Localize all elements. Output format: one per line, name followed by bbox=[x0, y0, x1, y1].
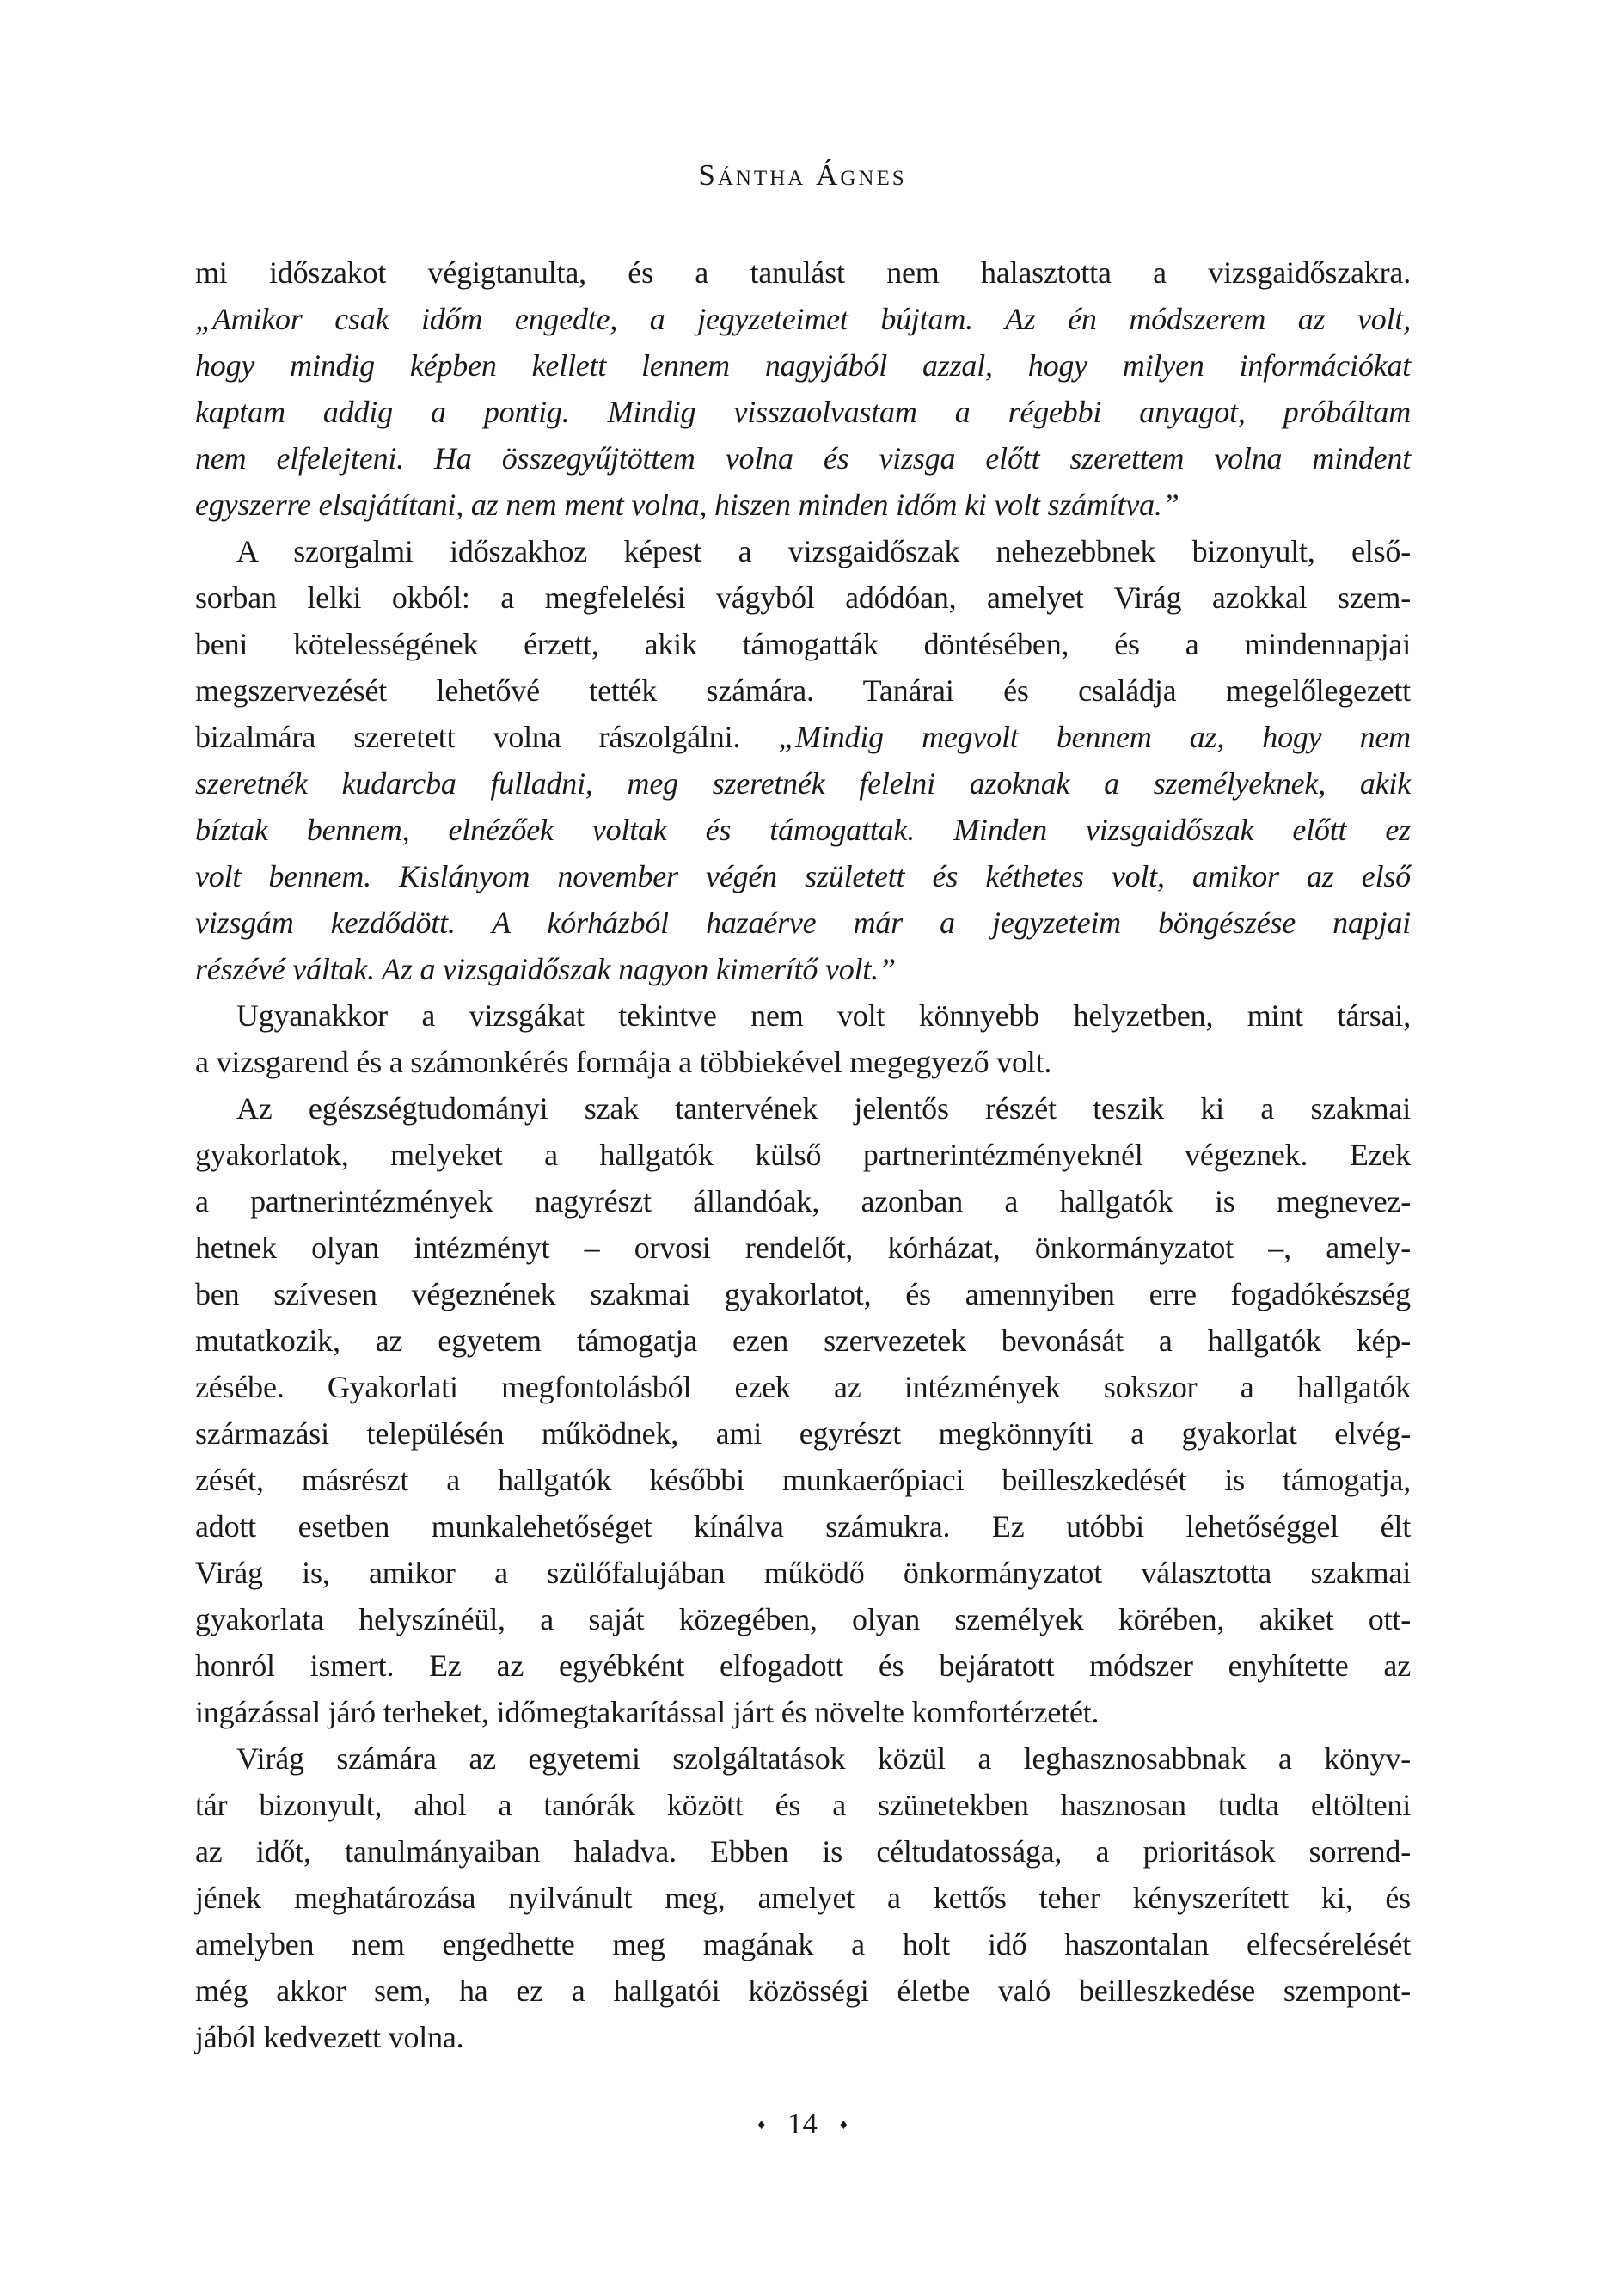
body-text-run: Virág számára az egyetemi szolgáltatások közül a leghasznosabbnak a könyv- bbox=[236, 1741, 1411, 1776]
body-text-run: zését, másrészt a hallgatók későbbi munkaerőpiaci beilleszkedését is támogatja, bbox=[195, 1463, 1411, 1497]
text-line bbox=[195, 1782, 1411, 1828]
text-line bbox=[195, 1503, 1411, 1550]
body-text-run: gyakorlata helyszínéül, a saját közegében, olyan személyek körében, akiket ott- bbox=[195, 1602, 1411, 1636]
paragraph bbox=[195, 992, 1411, 1085]
text-line bbox=[195, 528, 1411, 574]
footer-ornament-right-icon: ♦ bbox=[840, 2116, 848, 2133]
quote-text-run: volt bennem. Kislányom november végén született és kéthetes volt, amikor az első bbox=[195, 859, 1411, 893]
paragraph bbox=[195, 1085, 1411, 1735]
paragraph bbox=[195, 1735, 1411, 2060]
body-text-run: tár bizonyult, ahol a tanórák között és a szünetekben hasznosan tudta eltölteni bbox=[195, 1788, 1411, 1822]
body-text-run: jából kedvezett volna. bbox=[195, 2020, 464, 2054]
body-text-run: Virág is, amikor a szülőfalujában működő önkormányzatot választotta szakmai bbox=[195, 1556, 1411, 1590]
text-line bbox=[195, 1875, 1411, 1921]
text-line bbox=[195, 714, 1411, 760]
body-text-run: ingázással járó terheket, időmegtakarítással járt és növelte komfortérzetét. bbox=[195, 1695, 1100, 1729]
text-line bbox=[195, 1271, 1411, 1317]
body-text-run: Ugyanakkor a vizsgákat tekintve nem volt könnyebb helyzetben, mint társai, bbox=[236, 998, 1411, 1033]
text-line bbox=[195, 1132, 1411, 1178]
text-line bbox=[195, 389, 1411, 435]
text-line bbox=[195, 992, 1411, 1039]
body-text-run: mutatkozik, az egyetem támogatja ezen szervezetek bevonását a hallgatók kép- bbox=[195, 1323, 1411, 1358]
quote-text-run: egyszerre elsajátítani, az nem ment volna, hiszen minden időm ki volt számítva.” bbox=[195, 488, 1179, 522]
paragraph bbox=[195, 528, 1411, 992]
body-text-run: adott esetben munkalehetőséget kínálva számukra. Ez utóbbi lehetőséggel élt bbox=[195, 1509, 1411, 1544]
text-line bbox=[195, 1039, 1411, 1085]
text-line bbox=[195, 899, 1411, 946]
body-text-run: gyakorlatok, melyeket a hallgatók külső partnerintézményeknél végeznek. Ezek bbox=[195, 1138, 1411, 1172]
body-text-run: mi időszakot végigtanulta, és a tanulást nem halasztotta a vizsgaidőszakra. bbox=[195, 255, 1411, 290]
text-line bbox=[195, 1178, 1411, 1225]
text-line bbox=[195, 249, 1411, 296]
body-text-run: amelyben nem engedhette meg magának a holt idő haszontalan elfecsérelését bbox=[195, 1927, 1411, 1961]
quote-text-run: kaptam addig a pontig. Mindig visszaolvastam a régebbi anyagot, próbáltam bbox=[195, 395, 1411, 429]
text-line bbox=[195, 342, 1411, 389]
text-line bbox=[195, 2014, 1411, 2060]
quote-text-run: hogy mindig képben kellett lennem nagyjából azzal, hogy milyen információkat bbox=[195, 348, 1411, 383]
text-line bbox=[195, 946, 1411, 992]
body-text-run: beni kötelességének érzett, akik támogatták döntésében, és a mindennapjai bbox=[195, 627, 1411, 661]
text-line bbox=[195, 1689, 1411, 1735]
body-text-run: sorban lelki okból: a megfelelési vágyból adódóan, amelyet Virág azokkal szem- bbox=[195, 580, 1411, 615]
text-line bbox=[195, 296, 1411, 342]
body-text-run: a vizsgarend és a számonkérés formája a többiekével megegyező volt. bbox=[195, 1045, 1052, 1079]
body-text-run: megszervezését lehetővé tették számára. Tanárai és családja megelőlegezett bbox=[195, 673, 1411, 708]
text-line bbox=[195, 1968, 1411, 2014]
body-text-run: A szorgalmi időszakhoz képest a vizsgaidőszak nehezebbnek bizonyult, első- bbox=[236, 534, 1411, 568]
text-line bbox=[195, 807, 1411, 853]
body-text bbox=[195, 249, 1411, 2060]
text-line bbox=[195, 574, 1411, 621]
footer-ornament-left-icon: ♦ bbox=[757, 2116, 765, 2133]
text-line bbox=[195, 667, 1411, 714]
text-line bbox=[195, 853, 1411, 899]
body-text-run: származási településén működnek, ami egyrészt megkönnyíti a gyakorlat elvég- bbox=[195, 1416, 1411, 1451]
text-line bbox=[195, 1921, 1411, 1968]
text-line bbox=[195, 1642, 1411, 1689]
body-text-run: ben szívesen végeznének szakmai gyakorlatot, és amennyiben erre fogadókészség bbox=[195, 1277, 1411, 1311]
quote-text-run: „Mindig megvolt bennem az, hogy nem bbox=[778, 720, 1411, 754]
quote-text-run: szeretnék kudarcba fulladni, meg szeretnék felelni azoknak a személyeknek, akik bbox=[195, 766, 1411, 801]
body-text-run: jének meghatározása nyilvánult meg, amelyet a kettős teher kényszerített ki, és bbox=[195, 1881, 1411, 1915]
text-line bbox=[195, 1225, 1411, 1271]
paragraph bbox=[195, 249, 1411, 528]
text-line bbox=[195, 1828, 1411, 1875]
quote-text-run: „Amikor csak időm engedte, a jegyzeteimet bújtam. Az én módszerem az volt, bbox=[195, 302, 1411, 336]
body-text-run: hetnek olyan intézményt – orvosi rendelőt, kórházat, önkormányzatot –, amely- bbox=[195, 1231, 1411, 1265]
body-text-run: az időt, tanulmányaiban haladva. Ebben is céltudatossága, a prioritások sorrend- bbox=[195, 1834, 1411, 1869]
running-header: Sántha Ágnes bbox=[698, 158, 907, 192]
text-line bbox=[195, 482, 1411, 528]
body-text-run: bizalmára szeretett volna rászolgálni. bbox=[195, 720, 779, 754]
quote-text-run: bíztak bennem, elnézőek voltak és támogattak. Minden vizsgaidőszak előtt ez bbox=[195, 813, 1411, 847]
text-line bbox=[195, 621, 1411, 667]
page-footer bbox=[0, 2109, 1605, 2139]
text-line bbox=[195, 1410, 1411, 1457]
quote-text-run: vizsgám kezdődött. A kórházból hazaérve már a jegyzeteim böngészése napjai bbox=[195, 906, 1411, 940]
body-text-run: a partnerintézmények nagyrészt állandóak, azonban a hallgatók is megnevez- bbox=[195, 1184, 1411, 1219]
text-line bbox=[195, 1364, 1411, 1410]
body-text-run: honról ismert. Ez az egyébként elfogadott és bejáratott módszer enyhítette az bbox=[195, 1648, 1411, 1683]
text-line bbox=[195, 1596, 1411, 1642]
text-line bbox=[195, 1317, 1411, 1364]
text-line bbox=[195, 1085, 1411, 1132]
text-line bbox=[195, 760, 1411, 807]
quote-text-run: nem elfelejteni. Ha összegyűjtöttem volna és vizsga előtt szerettem volna mindent bbox=[195, 441, 1411, 476]
text-line bbox=[195, 435, 1411, 482]
page-number: 14 bbox=[787, 2107, 818, 2140]
text-line bbox=[195, 1735, 1411, 1782]
body-text-run: még akkor sem, ha ez a hallgatói közösségi életbe való beilleszkedése szempont- bbox=[195, 1974, 1411, 2008]
text-line bbox=[195, 1550, 1411, 1596]
body-text-run: zésébe. Gyakorlati megfontolásból ezek az intézmények sokszor a hallgatók bbox=[195, 1370, 1411, 1404]
body-text-run: Az egészségtudományi szak tantervének jelentős részét teszik ki a szakmai bbox=[236, 1091, 1411, 1126]
text-line bbox=[195, 1457, 1411, 1503]
quote-text-run: részévé váltak. Az a vizsgaidőszak nagyon kimerítő volt.” bbox=[195, 952, 896, 986]
